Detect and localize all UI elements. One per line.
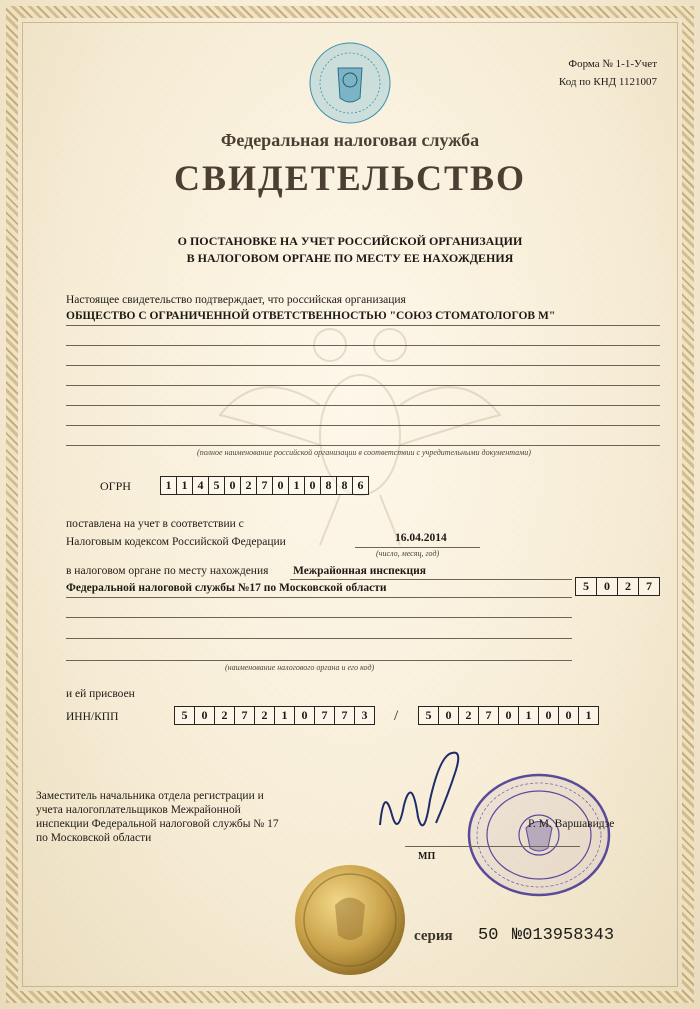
ogrn-digit: 8: [336, 476, 353, 495]
tax-office-line: [66, 597, 572, 598]
blank-line: [66, 617, 572, 618]
inn-digit: 3: [354, 706, 375, 725]
kpp-digit: 5: [418, 706, 439, 725]
signature-icon: [370, 745, 480, 845]
assigned-label: и ей присвоен: [66, 688, 135, 700]
document-title: СВИДЕТЕЛЬСТВО: [173, 158, 527, 198]
ogrn-digit: 0: [272, 476, 289, 495]
blank-line: [66, 638, 572, 639]
kpp-digit: 0: [558, 706, 579, 725]
inn-digit: 2: [214, 706, 235, 725]
tax-code-digit: 5: [575, 577, 597, 596]
kpp-digit: 1: [578, 706, 599, 725]
subtitle-line1: О ПОСТАНОВКЕ НА УЧЕТ РОССИЙСКОЙ ОРГАНИЗАЦИИ: [177, 234, 523, 248]
ogrn-digit: 0: [304, 476, 321, 495]
kpp-digit: 1: [518, 706, 539, 725]
blank-line: [66, 425, 660, 426]
ogrn-label: ОГРН: [100, 479, 131, 493]
ogrn-digit: 4: [192, 476, 209, 495]
registration-line2: Налоговым кодексом Российской Федерации: [66, 536, 286, 548]
ogrn-digit: 1: [176, 476, 193, 495]
official-stamp-icon: [464, 770, 614, 900]
inn-digit: 2: [254, 706, 275, 725]
org-name: ОБЩЕСТВО С ОГРАНИЧЕННОЙ ОТВЕТСТВЕННОСТЬЮ "СОЮЗ СТОМАТОЛОГОВ М": [66, 310, 556, 322]
org-line: [66, 325, 660, 326]
inn-kpp-label: ИНН/КПП: [66, 711, 119, 723]
inn-digit: 0: [294, 706, 315, 725]
date-line: [355, 547, 480, 548]
blank-line: [66, 405, 660, 406]
signatory-position-line2: учета налогоплательщиков Межрайонной: [36, 804, 241, 816]
subtitle-line2: В НАЛОГОВОМ ОРГАНЕ ПО МЕСТУ ЕЕ НАХОЖДЕНИЯ: [186, 251, 514, 265]
tax-code-digit: 2: [617, 577, 639, 596]
ogrn-digit: 7: [256, 476, 273, 495]
tax-code-digit: 0: [596, 577, 618, 596]
inn-digit: 7: [314, 706, 335, 725]
signatory-name: Р. М. Варшавидзе: [528, 818, 615, 830]
inn-digit: 7: [234, 706, 255, 725]
inn-kpp-separator: /: [394, 708, 399, 724]
ogrn-cells: [160, 476, 369, 495]
tax-office-caption: (наименование налогового органа и его код): [225, 663, 375, 672]
org-intro: Настоящее свидетельство подтверждает, что российская организация: [66, 294, 406, 306]
org-name-caption: (полное наименование российской организации в соответствии с учредительными документами): [197, 448, 531, 457]
blank-line: [66, 660, 572, 661]
mp-label: МП: [418, 851, 436, 862]
kpp-digit: 2: [458, 706, 479, 725]
signatory-position-line4: по Московской области: [36, 832, 152, 844]
kpp-digit: 7: [478, 706, 499, 725]
tax-office-name-part2: Федеральной налоговой службы №17 по Московской области: [66, 582, 387, 594]
ogrn-digit: 5: [208, 476, 225, 495]
inn-digit: 7: [334, 706, 355, 725]
ogrn-digit: 2: [240, 476, 257, 495]
agency-name: Федеральная налоговая служба: [220, 130, 480, 150]
kpp-digit: 0: [438, 706, 459, 725]
ogrn-digit: 0: [224, 476, 241, 495]
kpp-digit: 0: [538, 706, 559, 725]
series-value: 50: [478, 926, 499, 945]
ogrn-digit: 8: [320, 476, 337, 495]
signatory-position-line1: Заместитель начальника отдела регистрации и: [36, 790, 264, 802]
tax-code-digit: 7: [638, 577, 660, 596]
registration-date: 16.04.2014: [395, 532, 447, 544]
gold-seal-icon: [290, 860, 410, 980]
series-number: №013958343: [512, 926, 615, 945]
fns-emblem-icon: [305, 38, 395, 128]
inn-digit: 0: [194, 706, 215, 725]
tax-office-prefix: в налоговом органе по месту нахождения: [66, 565, 269, 577]
blank-line: [66, 365, 660, 366]
series-label: серия: [414, 928, 453, 944]
date-caption: (число, месяц, год): [376, 549, 440, 558]
ogrn-digit: 6: [352, 476, 369, 495]
registration-line1: поставлена на учет в соответствии с: [66, 518, 244, 530]
knd-code: Код по КНД 1121007: [558, 76, 657, 88]
inn-digit: 1: [274, 706, 295, 725]
inn-digit: 5: [174, 706, 195, 725]
blank-line: [66, 445, 660, 446]
blank-line: [66, 385, 660, 386]
kpp-cells: [418, 706, 599, 725]
form-number: Форма № 1-1-Учет: [568, 58, 657, 70]
tax-office-code-cells: [575, 577, 660, 596]
signature-line: [405, 846, 580, 847]
ogrn-digit: 1: [160, 476, 177, 495]
ogrn-digit: 1: [288, 476, 305, 495]
kpp-digit: 0: [498, 706, 519, 725]
tax-office-line: [290, 579, 572, 580]
tax-office-name-part1: Межрайонная инспекция: [293, 565, 426, 577]
inn-cells: [174, 706, 375, 725]
blank-line: [66, 345, 660, 346]
signatory-position-line3: инспекции Федеральной налоговой службы № 17: [36, 818, 279, 830]
